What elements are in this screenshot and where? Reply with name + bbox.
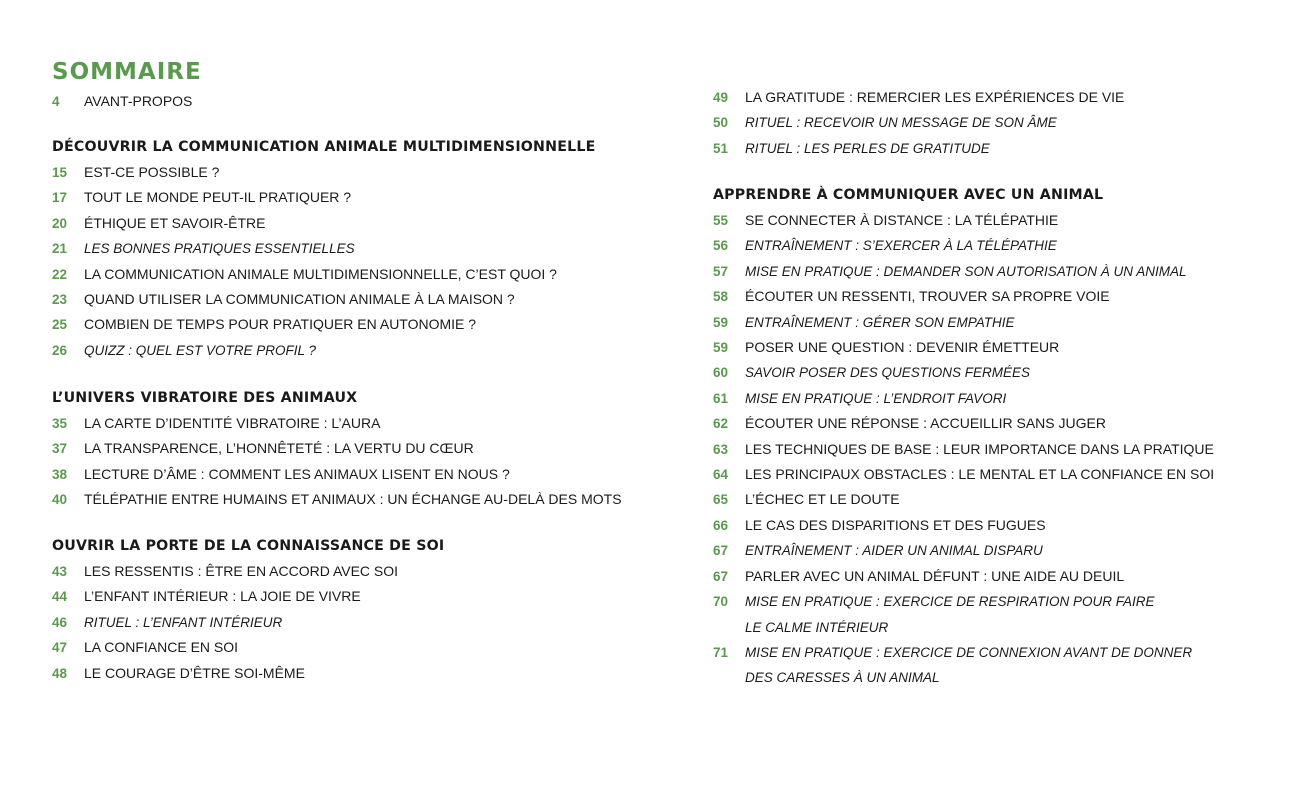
- page-number: 66: [713, 517, 729, 533]
- entry-title: ENTRAÎNEMENT : S’EXERCER À LA TÉLÉPATHIE: [745, 238, 1057, 254]
- toc-entry[interactable]: [52, 635, 672, 660]
- entry-title: RITUEL : RECEVOIR UN MESSAGE DE SON ÂME: [745, 115, 1057, 131]
- page-number: 57: [713, 263, 729, 279]
- entry-title: SE CONNECTER À DISTANCE : LA TÉLÉPATHIE: [745, 212, 1059, 228]
- page-number: 64: [713, 467, 729, 483]
- toc-entry[interactable]: [713, 284, 1273, 309]
- page-number: 23: [52, 292, 68, 308]
- page-number: 44: [52, 589, 68, 605]
- entry-title: RITUEL : L’ENFANT INTÉRIEUR: [84, 614, 283, 630]
- toc-intro: [52, 89, 672, 114]
- section-heading: DÉCOUVRIR LA COMMUNICATION ANIMALE MULTIDIMENSIONNELLE: [52, 139, 596, 155]
- entry-title: QUAND UTILISER LA COMMUNICATION ANIMALE À LA MAISON ?: [84, 291, 515, 308]
- page-number: 60: [713, 365, 729, 381]
- toc-entry[interactable]: [713, 487, 1273, 512]
- toc-entry[interactable]: [52, 584, 672, 609]
- toc-section-continued: [713, 85, 1273, 161]
- toc-entry[interactable]: [713, 589, 1273, 640]
- toc-entry[interactable]: [52, 661, 672, 686]
- page-number: 63: [713, 441, 729, 457]
- page-number: 56: [713, 238, 729, 254]
- toc-entry[interactable]: [52, 89, 672, 114]
- page-number: 43: [52, 564, 68, 579]
- entry-title: ÉCOUTER UN RESSENTI, TROUVER SA PROPRE VOIE: [745, 288, 1110, 305]
- page-title: SOMMAIRE: [52, 59, 202, 85]
- page-number: 50: [713, 115, 729, 131]
- page-number: 62: [713, 416, 729, 432]
- entry-title: [745, 589, 1273, 640]
- entry-title: LA CONFIANCE EN SOI: [84, 639, 239, 656]
- toc-entry[interactable]: [713, 310, 1273, 335]
- toc-entry[interactable]: [713, 208, 1273, 233]
- page-number: 37: [52, 441, 68, 457]
- toc-entry[interactable]: [713, 564, 1273, 589]
- toc-entry[interactable]: [52, 262, 672, 287]
- toc-entry[interactable]: [713, 411, 1273, 436]
- page-number: 49: [713, 90, 729, 105]
- page-number: 46: [52, 614, 68, 630]
- toc-section: [52, 134, 672, 363]
- entry-title: ENTRAÎNEMENT : AIDER UN ANIMAL DISPARU: [745, 543, 1043, 559]
- toc-entry[interactable]: [713, 335, 1273, 360]
- toc-entry[interactable]: [52, 411, 672, 436]
- entry-title: RITUEL : LES PERLES DE GRATITUDE: [745, 140, 990, 156]
- page-number: 71: [713, 644, 729, 660]
- entry-title: [745, 640, 1273, 691]
- page-number: 38: [52, 466, 68, 482]
- page-number: 59: [713, 340, 729, 356]
- entry-title: TOUT LE MONDE PEUT-IL PRATIQUER ?: [84, 189, 352, 206]
- toc-entry[interactable]: [713, 513, 1273, 538]
- page-number: 59: [713, 314, 729, 330]
- toc-entry[interactable]: [52, 287, 672, 312]
- toc-entry[interactable]: [713, 110, 1273, 135]
- toc-entry[interactable]: [52, 185, 672, 210]
- entry-title: ÉCOUTER UNE RÉPONSE : ACCUEILLIR SANS JUGER: [745, 415, 1106, 432]
- page-number: 47: [52, 640, 68, 656]
- page-number: 51: [713, 140, 729, 156]
- toc-entry[interactable]: [52, 487, 672, 512]
- toc-entry[interactable]: [52, 160, 672, 185]
- entry-title: LE COURAGE D’ÊTRE SOI-MÊME: [84, 664, 305, 681]
- page-number: 22: [52, 266, 68, 282]
- page-number: 67: [713, 568, 729, 584]
- entry-title: QUIZZ : QUEL EST VOTRE PROFIL ?: [84, 342, 317, 358]
- toc-entry[interactable]: [713, 136, 1273, 161]
- page-number: 15: [52, 165, 68, 180]
- page-number: 67: [713, 543, 729, 559]
- entry-title: SAVOIR POSER DES QUESTIONS FERMÉES: [745, 365, 1031, 381]
- toc-entry[interactable]: [52, 312, 672, 337]
- section-heading: OUVRIR LA PORTE DE LA CONNAISSANCE DE SOI: [52, 538, 445, 554]
- toc-entry[interactable]: [713, 360, 1273, 385]
- page-number: 40: [52, 492, 68, 508]
- entry-title: ENTRAÎNEMENT : GÉRER SON EMPATHIE: [745, 314, 1015, 330]
- entry-title: LA GRATITUDE : REMERCIER LES EXPÉRIENCES DE VIE: [745, 89, 1125, 105]
- toc-entry[interactable]: [52, 236, 672, 261]
- entry-title-line: DES CARESSES À UN ANIMAL: [745, 670, 940, 686]
- toc-entry[interactable]: [52, 610, 672, 635]
- entry-title: LA CARTE D’IDENTITÉ VIBRATOIRE : L’AURA: [84, 415, 381, 431]
- toc-section: [713, 182, 1273, 691]
- page-number: 17: [52, 190, 68, 206]
- entry-title: PARLER AVEC UN ANIMAL DÉFUNT : UNE AIDE AU DEUIL: [745, 567, 1125, 584]
- entry-title-line: MISE EN PRATIQUE : EXERCICE DE CONNEXION AVANT DE DONNER: [745, 644, 1193, 660]
- entry-title: L’ENFANT INTÉRIEUR : LA JOIE DE VIVRE: [84, 588, 361, 605]
- page-number: 70: [713, 594, 729, 610]
- entry-title: LES PRINCIPAUX OBSTACLES : LE MENTAL ET LA CONFIANCE EN SOI: [745, 466, 1215, 483]
- toc-entry[interactable]: [713, 85, 1273, 110]
- entry-title: EST-CE POSSIBLE ?: [84, 164, 220, 180]
- page-number: 26: [52, 342, 68, 358]
- section-heading: L’UNIVERS VIBRATOIRE DES ANIMAUX: [52, 390, 358, 406]
- toc-entry[interactable]: [52, 462, 672, 487]
- toc-entry[interactable]: [713, 538, 1273, 563]
- entry-title: POSER UNE QUESTION : DEVENIR ÉMETTEUR: [745, 339, 1060, 356]
- toc-section: [52, 385, 672, 513]
- toc-entry[interactable]: [52, 559, 672, 584]
- entry-title-line: MISE EN PRATIQUE : EXERCICE DE RESPIRATION POUR FAIRE: [745, 594, 1155, 610]
- page-number: 48: [52, 665, 68, 681]
- toc-entry[interactable]: [713, 462, 1273, 487]
- page-number: 65: [713, 492, 729, 508]
- entry-title: LE CAS DES DISPARITIONS ET DES FUGUES: [745, 516, 1046, 533]
- page-number: 25: [52, 317, 68, 333]
- entry-title: ÉTHIQUE ET SAVOIR-ÊTRE: [84, 214, 266, 231]
- toc-entry[interactable]: [52, 436, 672, 461]
- toc-entry[interactable]: [713, 640, 1273, 691]
- entry-title: LES TECHNIQUES DE BASE : LEUR IMPORTANCE DANS LA PRATIQUE: [745, 440, 1214, 457]
- entry-title: MISE EN PRATIQUE : L’ENDROIT FAVORI: [745, 390, 1007, 406]
- toc-entry[interactable]: [713, 437, 1273, 462]
- toc-entry[interactable]: [52, 211, 672, 236]
- toc-section: [52, 533, 672, 686]
- page-number: 35: [52, 416, 68, 431]
- entry-title-line: LE CALME INTÉRIEUR: [745, 619, 889, 635]
- section-heading: APPRENDRE À COMMUNIQUER AVEC UN ANIMAL: [713, 187, 1104, 203]
- entry-title: LECTURE D’ÂME : COMMENT LES ANIMAUX LISENT EN NOUS ?: [84, 465, 510, 482]
- toc-entry[interactable]: [713, 259, 1273, 284]
- entry-title: LA TRANSPARENCE, L’HONNÊTETÉ : LA VERTU DU CŒUR: [84, 440, 474, 457]
- toc-entry[interactable]: [713, 386, 1273, 411]
- page-number: 4: [52, 94, 60, 109]
- entry-title: LA COMMUNICATION ANIMALE MULTIDIMENSIONNELLE, C’EST QUOI ?: [84, 265, 557, 282]
- page-number: 58: [713, 289, 729, 305]
- page-number: 55: [713, 213, 729, 228]
- entry-title: L’ÉCHEC ET LE DOUTE: [745, 491, 900, 508]
- entry-title: LES BONNES PRATIQUES ESSENTIELLES: [84, 241, 355, 257]
- toc-entry[interactable]: [713, 233, 1273, 258]
- toc-entry[interactable]: [52, 338, 672, 363]
- page-number: 61: [713, 390, 729, 406]
- entry-title: AVANT-PROPOS: [84, 93, 193, 109]
- entry-title: LES RESSENTIS : ÊTRE EN ACCORD AVEC SOI: [84, 563, 399, 579]
- entry-title: TÉLÉPATHIE ENTRE HUMAINS ET ANIMAUX : UN ÉCHANGE AU-DELÀ DES MOTS: [84, 491, 622, 508]
- entry-title: MISE EN PRATIQUE : DEMANDER SON AUTORISATION À UN ANIMAL: [745, 263, 1187, 279]
- page-number: 20: [52, 215, 68, 231]
- page-number: 21: [52, 241, 68, 257]
- entry-title: COMBIEN DE TEMPS POUR PRATIQUER EN AUTONOMIE ?: [84, 316, 477, 333]
